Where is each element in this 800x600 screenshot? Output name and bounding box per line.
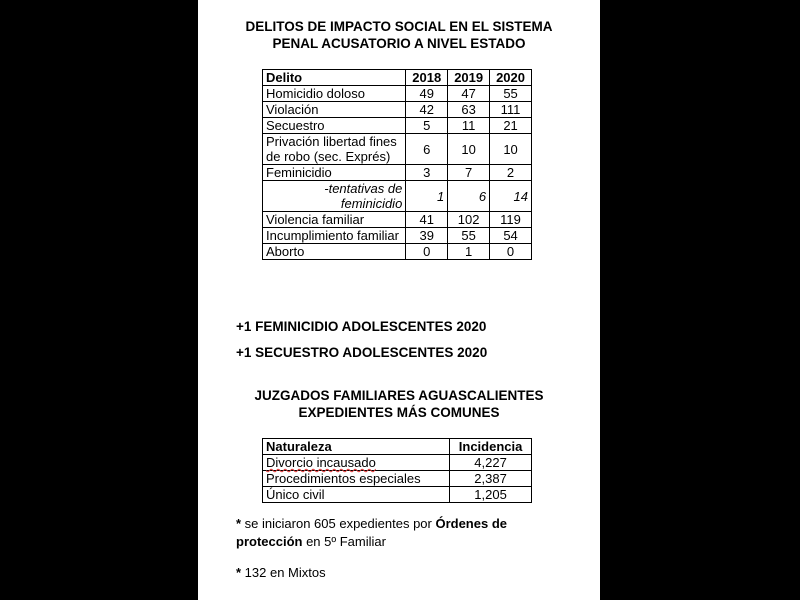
cell-2018: 6 [406, 134, 448, 165]
cell-2018: 39 [406, 228, 448, 244]
table-header-row [263, 70, 532, 86]
footnote-star: * [236, 516, 242, 531]
cell-2018: 42 [406, 102, 448, 118]
cell-2018: 49 [406, 86, 448, 102]
footnote-text: 132 en Mixtos [241, 565, 326, 580]
cell-2020: 14 [490, 181, 532, 212]
cell-2019: 7 [448, 165, 490, 181]
cell-2020: 111 [490, 102, 532, 118]
note-secuestro: +1 SECUESTRO ADOLESCENTES 2020 [236, 345, 488, 360]
crimes-title [198, 18, 600, 52]
row-label: Violación [263, 102, 406, 118]
cell-2018: 0 [406, 244, 448, 260]
cell-2020: 119 [490, 212, 532, 228]
row-label: Aborto [263, 244, 406, 260]
column-header-incidencia: Incidencia [450, 439, 532, 455]
row-label: Homicidio doloso [263, 86, 406, 102]
table-row [263, 118, 532, 134]
footnote-text-a: se iniciaron 605 expedientes por [241, 516, 436, 531]
family-table [262, 438, 532, 503]
table-row [263, 102, 532, 118]
row-label-text: Divorcio incausado [266, 455, 376, 470]
cell-2020: 0 [490, 244, 532, 260]
table-row [263, 455, 532, 471]
cell-incidencia: 2,387 [450, 471, 532, 487]
column-header-delito: Delito [263, 70, 406, 86]
cell-2018: 3 [406, 165, 448, 181]
cell-incidencia: 1,205 [450, 487, 532, 503]
cell-2020: 55 [490, 86, 532, 102]
footnote-text-c: en 5º Familiar [302, 534, 386, 549]
cell-2019: 63 [448, 102, 490, 118]
row-label: Procedimientos especiales [263, 471, 450, 487]
row-label: Privación libertad fines de robo (sec. Exprés) [263, 134, 406, 165]
family-title [198, 387, 600, 421]
row-label: -tentativas de feminicidio [263, 181, 406, 212]
table-row [263, 471, 532, 487]
column-header-2018: 2018 [406, 70, 448, 86]
column-header-2019: 2019 [448, 70, 490, 86]
cell-2018: 5 [406, 118, 448, 134]
cell-2020: 10 [490, 134, 532, 165]
column-header-2020: 2020 [490, 70, 532, 86]
footnote-star: * [236, 565, 242, 580]
table-row [263, 165, 532, 181]
row-label: Secuestro [263, 118, 406, 134]
row-label: Incumplimiento familiar [263, 228, 406, 244]
crimes-title-line1: DELITOS DE IMPACTO SOCIAL EN EL SISTEMA [245, 19, 553, 34]
table-row [263, 228, 532, 244]
crimes-title-line2: PENAL ACUSATORIO A NIVEL ESTADO [272, 36, 526, 51]
footnote-mixtos [236, 564, 566, 582]
cell-2020: 54 [490, 228, 532, 244]
cell-2019: 11 [448, 118, 490, 134]
table-row [263, 134, 532, 165]
document-page [198, 0, 600, 600]
row-label: Feminicidio [263, 165, 406, 181]
cell-2019: 47 [448, 86, 490, 102]
cell-2018: 41 [406, 212, 448, 228]
cell-2018: 1 [406, 181, 448, 212]
table-header-row [263, 439, 532, 455]
footnote-ordenes [236, 515, 566, 551]
family-title-line1: JUZGADOS FAMILIARES AGUASCALIENTES [254, 388, 544, 403]
table-row [263, 487, 532, 503]
table-row [263, 86, 532, 102]
footnote-bold-text: Órdenes de protección [236, 516, 507, 549]
row-label [263, 455, 450, 471]
cell-2019: 10 [448, 134, 490, 165]
table-row [263, 244, 532, 260]
column-header-naturaleza: Naturaleza [263, 439, 450, 455]
cell-2019: 55 [448, 228, 490, 244]
note-feminicidio: +1 FEMINICIDIO ADOLESCENTES 2020 [236, 319, 487, 334]
cell-2020: 21 [490, 118, 532, 134]
family-title-line2: EXPEDIENTES MÁS COMUNES [298, 405, 500, 420]
cell-2020: 2 [490, 165, 532, 181]
crimes-table [262, 69, 532, 260]
cell-2019: 6 [448, 181, 490, 212]
cell-incidencia: 4,227 [450, 455, 532, 471]
cell-2019: 1 [448, 244, 490, 260]
cell-2019: 102 [448, 212, 490, 228]
table-row [263, 212, 532, 228]
row-label: Violencia familiar [263, 212, 406, 228]
row-label: Único civil [263, 487, 450, 503]
table-row [263, 181, 532, 212]
